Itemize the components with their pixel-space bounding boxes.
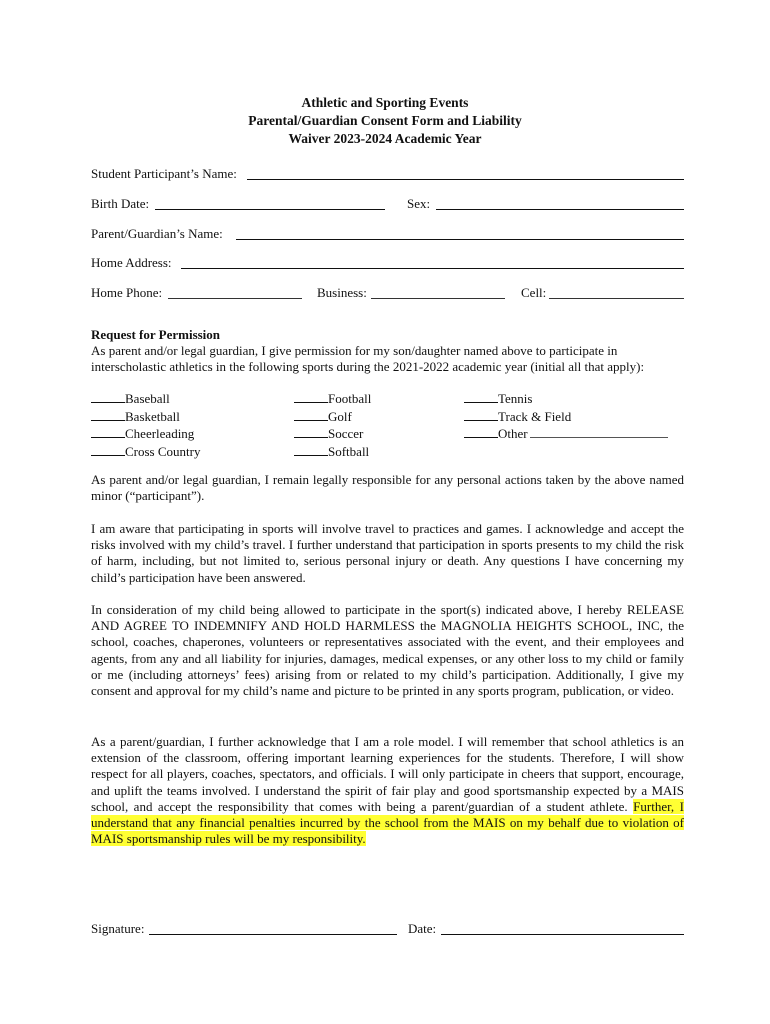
initial-blank[interactable] <box>464 425 498 438</box>
home-address-row <box>91 254 684 272</box>
phone-row <box>91 284 684 302</box>
cell-label: Cell: <box>521 285 547 300</box>
birth-date-field[interactable] <box>155 209 385 210</box>
initial-blank[interactable] <box>294 408 328 421</box>
legal-responsibility-paragraph: As parent and/or legal guardian, I remain legally responsible for any personal actions taken by the above named minor (“participant”). <box>91 472 684 504</box>
sports-column-3 <box>464 390 668 443</box>
sportsmanship-paragraph <box>91 734 684 847</box>
highlighted-penalty-text: Further, I understand that any financial penalties incurred by the school from the MAIS on my behalf due to violation of MAIS sportsmanship rules will be my responsibility. <box>91 798 684 847</box>
indemnify-paragraph: In consideration of my child being allowed to participate in the sport(s) indicated above, I hereby RELEASE AND AGREE TO INDEMNIFY AND HOLD HARMLESS the MAGNOLIA HEIGHTS SCHOOL, INC, the school, coaches, chaperones, volunteers or representatives associated with the event, and their employees and agents, from any and all liability for injuries, damages, medical expenses, or any other loss to my child or family or me (including attorneys’ fees) arising from or related to my child’s participation. Additionally, I give my consent and approval for my child’s name and picture to be printed in any sports program, publication, or video. <box>91 602 684 699</box>
permission-intro: As parent and/or legal guardian, I give permission for my son/daughter named above to participate in interscholastic athletics in the following sports during the 2021-2022 academic year (initial all that apply): <box>91 343 645 375</box>
student-name-field[interactable] <box>247 179 684 180</box>
sex-label: Sex: <box>407 196 431 211</box>
sport-item: Tennis <box>464 390 668 408</box>
signature-label: Signature: <box>91 921 145 936</box>
initial-blank[interactable] <box>294 390 328 403</box>
sport-item: Football <box>294 390 371 408</box>
sex-field[interactable] <box>436 209 684 210</box>
sport-item: Cross Country <box>91 443 200 461</box>
permission-section <box>91 327 684 375</box>
permission-heading: Request for Permission <box>91 327 221 342</box>
sport-item: Baseball <box>91 390 200 408</box>
sport-item: Soccer <box>294 425 371 443</box>
student-name-row <box>91 165 684 183</box>
student-name-label: Student Participant’s Name: <box>91 166 237 181</box>
business-label: Business: <box>317 285 367 300</box>
sport-item: Cheerleading <box>91 425 200 443</box>
sports-column-2 <box>294 390 371 460</box>
initial-blank[interactable] <box>464 390 498 403</box>
birth-sex-row <box>91 195 684 213</box>
home-address-field[interactable] <box>181 268 684 269</box>
signature-field[interactable] <box>149 934 397 935</box>
sport-item: Basketball <box>91 408 200 426</box>
sport-item: Track & Field <box>464 408 668 426</box>
form-title <box>0 94 770 148</box>
sport-item: Softball <box>294 443 371 461</box>
title-line-1: Athletic and Sporting Events <box>301 95 469 110</box>
sport-item: Golf <box>294 408 371 426</box>
initial-blank[interactable] <box>91 443 125 456</box>
title-line-2: Parental/Guardian Consent Form and Liability <box>248 113 522 128</box>
home-address-label: Home Address: <box>91 255 172 270</box>
date-label: Date: <box>408 921 437 936</box>
guardian-name-field[interactable] <box>236 239 684 240</box>
cell-phone-field[interactable] <box>549 298 684 299</box>
guardian-name-label: Parent/Guardian’s Name: <box>91 226 223 241</box>
other-sport-field[interactable] <box>530 425 668 438</box>
sport-item-other: Other <box>464 425 668 443</box>
birth-date-label: Birth Date: <box>91 196 150 211</box>
home-phone-label: Home Phone: <box>91 285 163 300</box>
travel-risk-paragraph: I am aware that participating in sports will involve travel to practices and games. I acknowledge and accept the risks involved with my child’s travel. I further understand that participation in sports presents to my child the risk of harm, including, but not limited to, serious personal injury or death. Any questions I have concerning my child’s participation have been answered. <box>91 521 684 585</box>
initial-blank[interactable] <box>464 408 498 421</box>
guardian-name-row <box>91 225 684 243</box>
initial-blank[interactable] <box>294 425 328 438</box>
home-phone-field[interactable] <box>168 298 302 299</box>
initial-blank[interactable] <box>294 443 328 456</box>
sports-column-1 <box>91 390 200 460</box>
title-line-3: Waiver 2023-2024 Academic Year <box>288 131 482 146</box>
initial-blank[interactable] <box>91 390 125 403</box>
initial-blank[interactable] <box>91 408 125 421</box>
business-phone-field[interactable] <box>371 298 505 299</box>
sportsmanship-text: As a parent/guardian, I further acknowledge that I am a role model. I will remember that school athletics is an extension of the classroom, offering important learning experiences for the students. Therefore, I will show respect for all players, coaches, spectators, and officials. I will only participate in cheers that support, encourage, and uplift the teams involved. I understand the spirit of fair play and good sportsmanship expected by a MAIS school, and accept the responsibility that comes with being a parent/guardian of a student athlete. <box>91 734 684 814</box>
signature-row <box>91 920 684 938</box>
date-field[interactable] <box>441 934 684 935</box>
initial-blank[interactable] <box>91 425 125 438</box>
